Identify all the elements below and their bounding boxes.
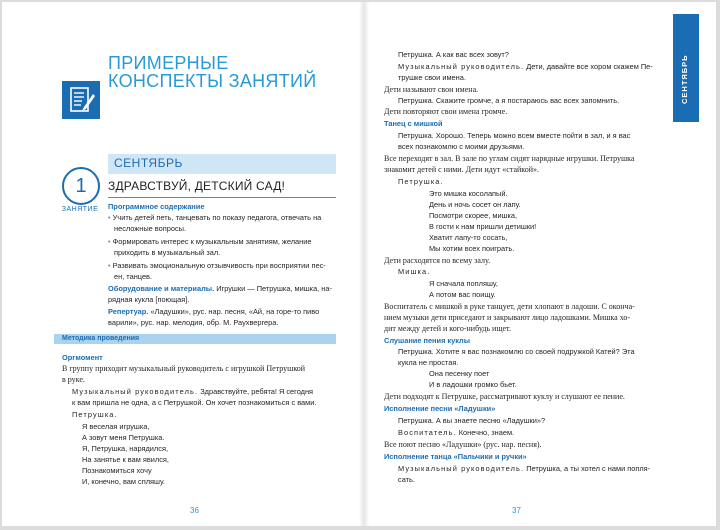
bear-poem-2: День и ночь сосет он лапу. [429, 200, 521, 209]
bullet-dot: • [108, 213, 113, 222]
page-number-right: 37 [512, 506, 521, 515]
teacher-know: Воспитатель. Конечно, знаем. [398, 428, 515, 437]
program-heading: Программное содержание [108, 202, 205, 211]
bear-poem-6: Мы хотим всех поиграть. [429, 244, 515, 253]
p-doll-1: Петрушка. Хотите я вас познакомлю со своей подружкой Катей? Эта [398, 347, 635, 356]
mr-names-1: Музыкальный руководитель. Дети, давайте все хором скажем Пе- [398, 62, 653, 71]
bear-poem-4: В гости к нам пришли детишки! [429, 222, 537, 231]
bullet-2: • Формировать интерес к музыкальным занятиям, желание [108, 237, 312, 246]
mr-line-1: Музыкальный руководитель. Здравствуйте, ребята! Я сегодня [72, 387, 314, 396]
poem-line-1: Я веселая игрушка, [82, 422, 150, 431]
mr-dance-2: сать. [398, 475, 415, 484]
doll-poem-1: Она песенку поет [429, 369, 490, 378]
teacher-line-3: дит между детей и кого-нибудь ищет. [384, 324, 511, 333]
lesson-number: 1 [62, 167, 100, 205]
bullet-1: • Учить детей петь, танцевать по показу педагога, отвечать на [108, 213, 322, 222]
teacher-line-2: нием музыки дети приседают и закрывают лицо ладошками. Мишка хо- [384, 313, 631, 322]
teacher-line-1: Воспитатель с мишкой в руке танцует, дети хлопают в ладоши. С оконча- [384, 302, 635, 311]
month-side-tab: СЕНТЯБРЬ [673, 14, 699, 122]
petrushka-speaker-2: Петрушка. [398, 177, 444, 186]
title-divider [108, 197, 336, 198]
org-line-1: В группу приходит музыкальный руководитель с игрушкой Петрушкой [62, 364, 306, 373]
children-repeat: Дети повторяют свои имена громче. [384, 107, 508, 116]
children-approach: Дети подходят к Петрушке, рассматривают куклу и слушают ее пение. [384, 392, 625, 401]
bullet-1-cont: несложные вопросы. [114, 224, 187, 233]
mr-line-2: к вам пришла не одна, а с Петрушкой. Он хочет познакомиться с вами. [72, 398, 317, 407]
mr-dance-1: Музыкальный руководитель. Петрушка, а ты хотел с нами попля- [398, 464, 651, 473]
hall-line-2: знакомит детей с ними. Дети идут «стайкой». [384, 165, 540, 174]
poem-line-5: Познакомиться хочу [82, 466, 152, 475]
lesson-title: ЗДРАВСТВУЙ, ДЕТСКИЙ САД! [108, 179, 286, 193]
mr-names-2: трушке свои имена. [398, 73, 466, 82]
section-title [108, 54, 317, 90]
doll-poem-2: И в ладошки громко бьет. [429, 380, 517, 389]
bear-poem-3: Посмотри скорее, мишка, [429, 211, 518, 220]
p-ask: Петрушка. А как вас всех зовут? [398, 50, 509, 59]
poem-line-2: А зовут меня Петрушка. [82, 433, 165, 442]
ladushki-heading: Исполнение песни «Ладушки» [384, 404, 496, 413]
repertoire-line-2: варили», рус. нар. мелодия, обр. М. Раухвергера. [108, 318, 279, 327]
p-hall-2: всех познакомлю с моими друзьями. [398, 142, 525, 151]
bullet-3: • Развивать эмоциональную отзывчивость при восприятии пес- [108, 261, 326, 270]
poem-line-4: На занятье к вам явился, [82, 455, 169, 464]
bullet-3-cont: ен, танцев. [114, 272, 153, 281]
p-know: Петрушка. А вы знаете песню «Ладушки»? [398, 416, 546, 425]
page-number-left: 36 [190, 506, 199, 515]
poem-line-6: И, конечно, вам спляшу. [82, 477, 165, 486]
lesson-label: ЗАНЯТИЕ [61, 206, 99, 213]
org-line-2: в руке. [62, 375, 85, 384]
book-spread [2, 2, 716, 526]
bear-poem-1: Это мишка косолапый. [429, 189, 508, 198]
mishka-line-2: А потом вас поищу. [429, 290, 496, 299]
all-sing: Все поют песню «Ладушки» (рус. нар. песня). [384, 440, 542, 449]
poem-line-3: Я, Петрушка, нарядился, [82, 444, 168, 453]
month-title: СЕНТЯБРЬ [114, 156, 183, 170]
title-line-2: КОНСПЕКТЫ ЗАНЯТИЙ [108, 71, 317, 91]
hall-line-1: Все переходят в зал. В зале по углам сидят нарядные игрушки. Петрушка [384, 154, 635, 163]
orgmoment-heading: Оргмомент [62, 353, 103, 362]
p-louder: Петрушка. Скажите громче, а я постараюсь вас всех запомнить. [398, 96, 620, 105]
equipment-line-2: рядная кукла [поющая]. [108, 295, 190, 304]
method-heading: Методика проведения [62, 335, 140, 342]
repertoire-line: Репертуар. «Ладушки», рус. нар. песня, «Ай, на горе-то пиво [108, 307, 320, 316]
page-fold [359, 2, 369, 526]
mishka-line-1: Я сначала попляшу, [429, 279, 498, 288]
children-names: Дети называют свои имена. [384, 85, 479, 94]
equipment-line: Оборудование и материалы. Игрушки — Петрушка, мишка, на- [108, 284, 332, 293]
document-pen-icon [62, 81, 100, 119]
dance-bear-heading: Танец с мишкой [384, 119, 443, 128]
doll-heading: Слушание пения куклы [384, 336, 471, 345]
mishka-speaker: Мишка. [398, 267, 431, 276]
p-hall-1: Петрушка. Хорошо. Теперь можно всем вместе пойти в зал, и я вас [398, 131, 631, 140]
fingers-heading: Исполнение танца «Пальчики и ручки» [384, 452, 527, 461]
bear-poem-5: Хватит лапу-то сосать, [429, 233, 508, 242]
bullet-dot: • [108, 261, 113, 270]
bullet-2-cont: приходить в музыкальный зал. [114, 248, 221, 257]
p-doll-2: кукла не простая. [398, 358, 459, 367]
petrushka-speaker: Петрушка. [72, 410, 118, 419]
title-line-1: ПРИМЕРНЫЕ [108, 53, 229, 73]
bullet-dot: • [108, 237, 113, 246]
children-spread: Дети расходятся по всему залу. [384, 256, 491, 265]
